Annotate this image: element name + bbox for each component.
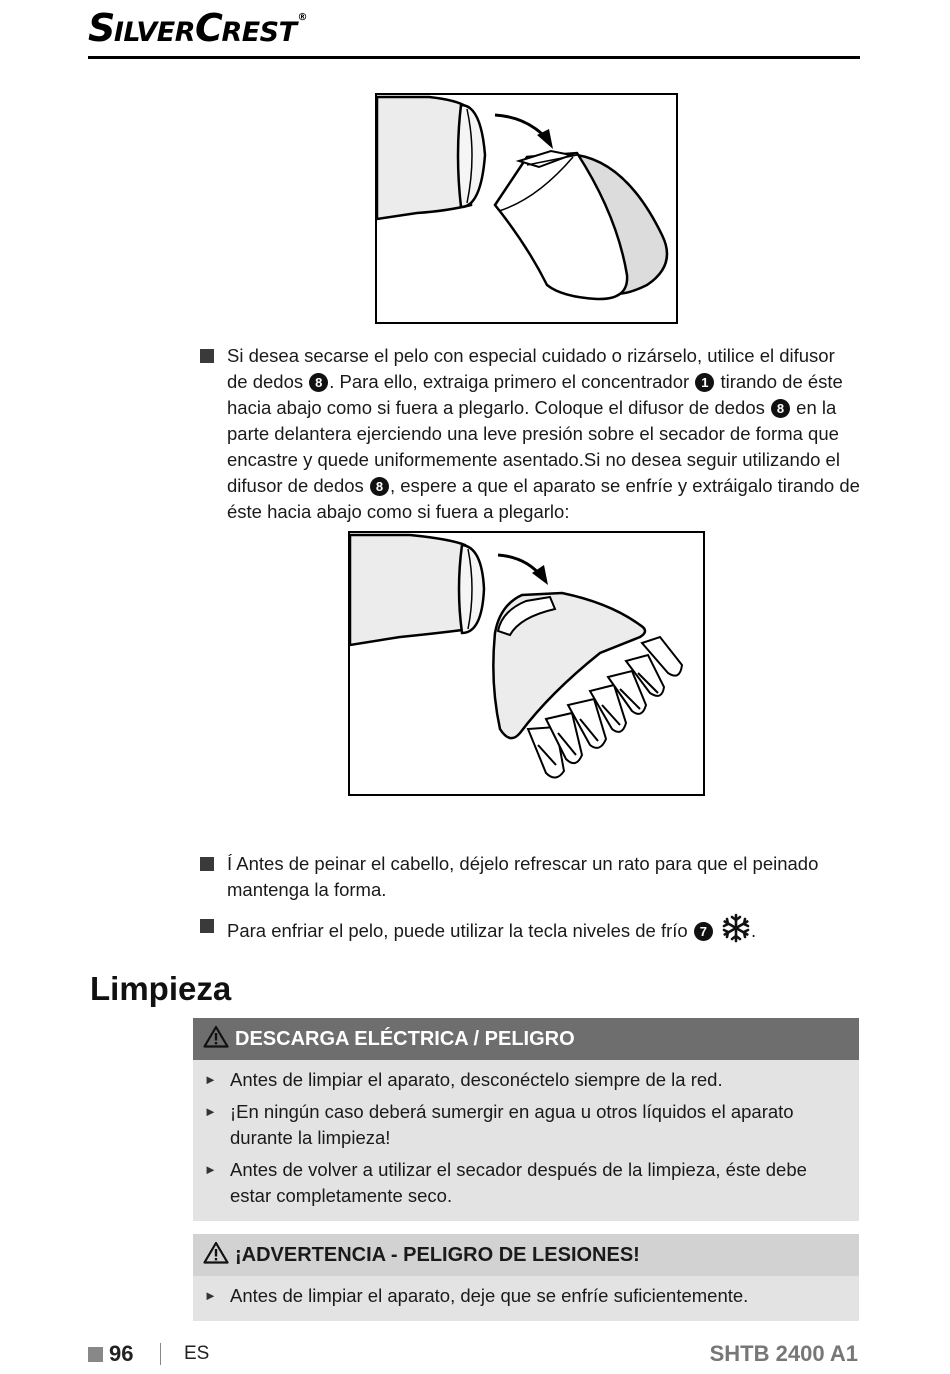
warning-item-text: ¡En ningún caso deberá sumergir en agua u otros líquidos el aparato durante la limpieza!	[230, 1101, 794, 1148]
page-number: 96	[109, 1341, 134, 1366]
warning-title: ¡ADVERTENCIA - PELIGRO DE LESIONES!	[235, 1243, 640, 1266]
warning-item	[193, 1157, 859, 1209]
warning-header	[193, 1234, 859, 1276]
snowflake-icon	[721, 913, 751, 950]
warning-list	[193, 1276, 859, 1321]
instruction-bullet-cool-down	[200, 851, 860, 903]
text-segment: en la parte delantera ejerciendo una leve presión sobre el secador de forma que encastre y quede uniformemente asentado.Si no desea seguir utilizando el difusor de dedos	[227, 397, 840, 496]
square-bullet-icon	[200, 857, 214, 871]
warning-box-injury	[193, 1234, 859, 1321]
arrow-right-icon: ►	[204, 1104, 217, 1119]
instruction-text: Í Antes de peinar el cabello, déjelo refrescar un rato para que el peinado mantenga la forma.	[227, 853, 819, 900]
warning-title: DESCARGA ELÉCTRICA / PELIGRO	[235, 1027, 575, 1050]
footer-divider	[160, 1343, 161, 1365]
figure-concentrator-removal	[375, 93, 678, 324]
brand-letter: S	[88, 6, 114, 50]
warning-item	[193, 1283, 859, 1309]
part-number-badge: 8	[309, 373, 328, 392]
header-rule	[88, 56, 860, 59]
warning-triangle-icon	[203, 1241, 229, 1270]
model-number: SHTB 2400 A1	[709, 1341, 858, 1366]
arrow-right-icon: ►	[204, 1072, 217, 1087]
part-number-badge: 1	[695, 373, 714, 392]
warning-header	[193, 1018, 859, 1060]
warning-item-text: Antes de volver a utilizar el secador después de la limpieza, éste debe estar completamente seco.	[230, 1159, 807, 1206]
square-bullet-icon	[200, 349, 214, 363]
brand-letters: ILVER	[113, 17, 196, 48]
text-segment: , espere a que el aparato se enfríe y extráigalo tirando de éste hacia abajo como si fuera a plegarlo:	[227, 475, 860, 522]
warning-item	[193, 1099, 859, 1151]
figure-diffuser-attach	[348, 531, 705, 796]
square-bullet-icon	[88, 1347, 103, 1362]
instruction-text	[227, 913, 860, 950]
instruction-text	[227, 343, 860, 525]
brand-logo	[88, 6, 306, 50]
arrow-right-icon: ►	[204, 1288, 217, 1303]
illustration-diffuser	[350, 533, 703, 794]
warning-item-text: Antes de limpiar el aparato, desconéctelo siempre de la red.	[230, 1069, 723, 1090]
square-bullet-icon	[200, 919, 214, 933]
text-segment: tirando de éste hacia abajo como si fuera a plegarlo. Coloque el difusor de dedos	[227, 371, 843, 418]
part-number-badge: 7	[694, 922, 713, 941]
warning-box-electric-shock	[193, 1018, 859, 1221]
part-number-badge: 8	[370, 477, 389, 496]
section-title: Limpieza	[90, 970, 232, 1007]
warning-item-text: Antes de limpiar el aparato, deje que se enfríe suficientemente.	[230, 1285, 749, 1306]
text-segment: .	[750, 920, 757, 941]
instruction-bullet-diffuser	[200, 343, 860, 525]
text-segment: Para enfriar el pelo, puede utilizar la tecla niveles de frío	[227, 920, 693, 941]
part-number-badge: 8	[771, 399, 790, 418]
text-segment: . Para ello, extraiga primero el concentrador	[329, 371, 695, 392]
warning-item	[193, 1067, 859, 1093]
language-code: ES	[184, 1343, 210, 1364]
brand-letters: REST	[221, 17, 297, 48]
text-segment: Si desea secarse el pelo con especial cuidado o rizárselo, utilice el difusor de dedos	[227, 345, 835, 392]
page-footer	[88, 1340, 860, 1370]
warning-triangle-icon	[203, 1025, 229, 1054]
arrow-right-icon: ►	[204, 1162, 217, 1177]
registered-mark: ®	[297, 12, 307, 23]
warning-list	[193, 1060, 859, 1221]
instruction-bullet-cold-setting	[200, 913, 860, 950]
illustration-concentrator	[377, 95, 676, 322]
brand-letter: C	[195, 6, 222, 50]
